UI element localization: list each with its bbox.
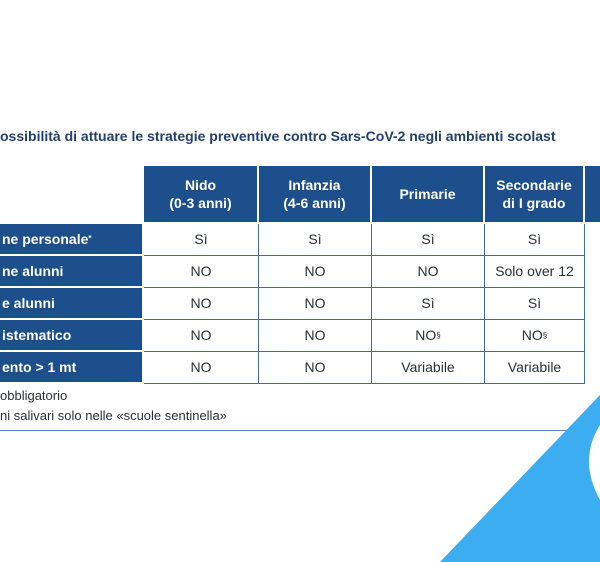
note-line: obbligatorio <box>0 388 68 403</box>
table-cell: NO § <box>485 320 585 352</box>
table-cell: Sì <box>485 224 585 256</box>
table-cell: NO <box>144 288 259 320</box>
note-line: ni salivari solo nelle «scuole sentinella» <box>0 408 227 424</box>
table-cell: Variabile <box>372 352 485 384</box>
table-cell: Variabile <box>485 352 585 384</box>
table-cell: NO <box>259 320 372 352</box>
table-cell: NO <box>372 256 485 288</box>
accent-triangle <box>440 395 600 562</box>
table-cell: NO § <box>372 320 485 352</box>
row-header: ento > 1 mt <box>0 352 142 382</box>
table-cell: NO <box>144 320 259 352</box>
table-cell: NO <box>259 256 372 288</box>
page-title: ossibilità di attuare le strategie preventive contro Sars-CoV-2 negli ambienti scolast <box>0 128 556 144</box>
table-cell: Sì <box>144 224 259 256</box>
table-cell: Solo over 12 <box>485 256 585 288</box>
table-cell: NO <box>144 256 259 288</box>
row-header: ne alunni <box>0 256 142 286</box>
column-header-primarie: Primarie <box>372 166 483 222</box>
table-cell: Sì <box>372 288 485 320</box>
table-cell: Sì <box>485 288 585 320</box>
table-cell: Sì <box>259 224 372 256</box>
table-cell: NO <box>144 352 259 384</box>
column-header-infanzia: Infanzia (4-6 anni) <box>259 166 370 222</box>
column-header-nido: Nido (0-3 anni) <box>144 166 257 222</box>
row-header: e alunni <box>0 288 142 318</box>
row-header: istematico <box>0 320 142 350</box>
column-header-secondarie: Secondarie di I grado <box>485 166 583 222</box>
table-cell: NO <box>259 352 372 384</box>
table-cell: Sì <box>372 224 485 256</box>
row-header: ne personale * <box>0 224 142 254</box>
table-cell: NO <box>259 288 372 320</box>
